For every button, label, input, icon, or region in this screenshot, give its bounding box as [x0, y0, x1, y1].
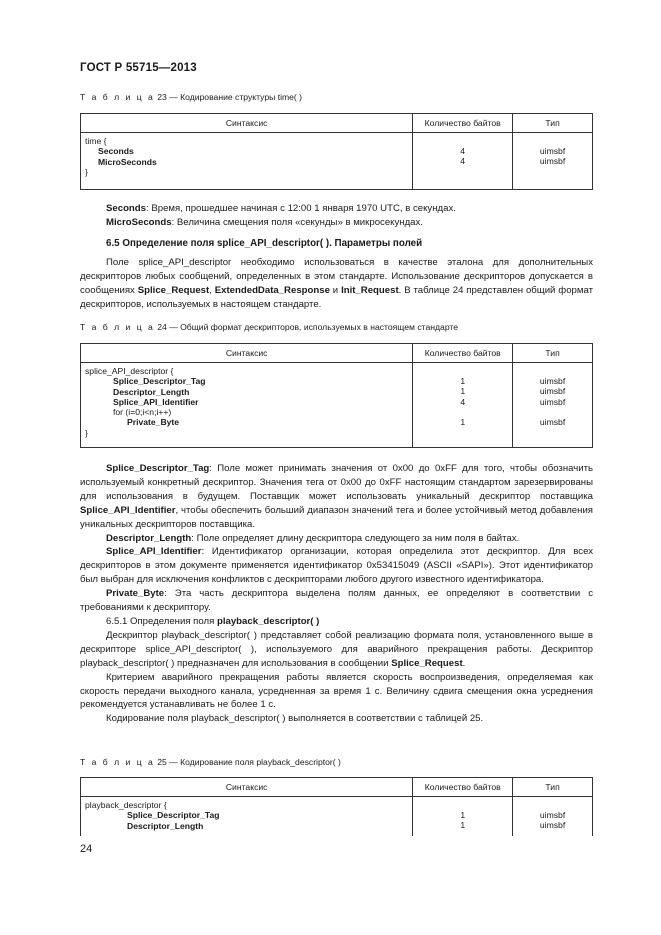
section-6-5-1-paragraph-1 — [80, 629, 593, 671]
table-cell: uimsbf — [539, 820, 566, 831]
table-cell: 4 — [460, 156, 466, 167]
table25 — [80, 777, 593, 836]
paragraph-text: . — [462, 657, 466, 669]
table-cell: 4 — [460, 396, 466, 407]
table25-bytes-cell — [413, 797, 513, 837]
definition-splice-api-identifier — [80, 545, 593, 587]
table-row: Private_Byte — [127, 417, 180, 428]
table23-bytes-cell — [413, 133, 513, 190]
definition-text: , чтобы обеспечить больший диапазон значений тега и более устойчивый метод добавления уникальных дескрипторов поставщика. — [80, 504, 593, 530]
definition-descriptor-length — [80, 532, 593, 546]
definition-seconds — [80, 202, 593, 216]
table-row: } — [85, 427, 88, 438]
term-private-byte: Private_Byte — [106, 588, 165, 600]
section-heading-6-5-1 — [80, 615, 593, 629]
field-definitions — [80, 462, 593, 726]
table23-header-type: Тип — [513, 114, 593, 133]
table25-header-row — [81, 778, 593, 797]
table-row: Splice_Descriptor_Tag — [127, 810, 220, 821]
table23-body-row — [81, 133, 593, 190]
table-cell: uimsbf — [539, 396, 566, 407]
table23-type-cell — [513, 133, 593, 190]
term-descriptor-length: Descriptor_Length — [106, 532, 192, 544]
section-6-5-1-paragraph-2: Критерием аварийного прекращения работы является скорость воспроизведения, определяемая как скорость передачи выходного канала, усредненная за время 1 с. Величину сдвига смещения окна усреднения рекомендуется устанавливать не более 1 с. — [80, 671, 593, 711]
table-row: splice_API_descriptor { — [85, 366, 174, 376]
page-number: 24 — [80, 843, 93, 855]
table23-caption-prefix: Т а б л и ц а — [80, 92, 155, 102]
table24 — [80, 343, 593, 448]
table24-caption-text: 24 — Общий формат дескрипторов, используемых в настоящем стандарте — [157, 322, 459, 332]
table-cell: 1 — [460, 386, 466, 397]
definition-microseconds — [80, 216, 593, 230]
section-heading-6-5: 6.5 Определение поля splice_API_descriptor( ). Параметры полей — [106, 238, 423, 249]
table25-caption — [80, 757, 341, 767]
table-row: Splice_API_Identifier — [113, 396, 199, 407]
term-splice-request: Splice_Request — [137, 284, 210, 296]
definition-text: : Поле определяет длину дескриптора следующего за ним поля в байтах. — [191, 532, 520, 544]
table25-header-type: Тип — [513, 778, 593, 797]
term-splice-api-identifier: Splice_API_Identifier — [80, 504, 176, 516]
table25-caption-text: 25 — Кодирование поля playback_descriptor( ) — [157, 757, 341, 767]
document-header: ГОСТ Р 55715—2013 — [80, 62, 197, 74]
table23-caption-text: 23 — Кодирование структуры time( ) — [157, 92, 303, 102]
table23-header-bytes: Количество байтов — [413, 114, 513, 133]
seconds-definitions — [80, 202, 593, 230]
table25-caption-prefix: Т а б л и ц а — [80, 757, 155, 767]
table24-caption-prefix: Т а б л и ц а — [80, 322, 155, 332]
table-cell: uimsbf — [539, 146, 566, 156]
table-cell: 4 — [460, 146, 466, 156]
term-microseconds: MicroSeconds — [106, 216, 172, 228]
table-cell: 1 — [460, 810, 466, 820]
table-cell: uimsbf — [539, 386, 566, 397]
table24-body-row — [81, 363, 593, 448]
term-splice-request: Splice_Request — [391, 657, 463, 669]
table-row: Seconds — [98, 146, 134, 157]
table-cell: 1 — [460, 376, 466, 386]
table-row: } — [85, 166, 88, 177]
heading-text: 6.5.1 Определения поля — [106, 615, 217, 627]
table-cell: 1 — [460, 417, 466, 428]
definition-text: : Величина смещения поля «секунды» в микросекундах. — [171, 216, 423, 228]
term-extendeddata-response: ExtendedData_Response — [214, 284, 330, 296]
table-cell: uimsbf — [539, 810, 566, 820]
definition-text: : Поле может принимать значения от 0x00 до 0xFF для того, чтобы обозначить используемый конкретный дескриптор. Значения тега от 0x00 до 0xFF настоящим стандартом зарезервированы для использования в будущем. Поставщик может использовать уникальный дескриптор поставщика — [80, 463, 593, 502]
paragraph-text: . В таблице 24 представлен общий формат дескрипторов, используемых в настоящем стандарте. — [80, 284, 593, 310]
table24-syntax-cell — [81, 363, 413, 448]
definition-splice-descriptor-tag — [80, 462, 593, 532]
table-row: for (i=0;i<n;i++) — [113, 407, 172, 418]
table25-header-syntax: Синтаксис — [81, 778, 413, 797]
table-cell: uimsbf — [539, 417, 566, 428]
table-row: Descriptor_Length — [127, 820, 204, 831]
definition-text: : Время, прошедшее начиная с 12:00 1 января 1970 UTC, в секундах. — [146, 203, 456, 214]
table23-syntax-cell — [81, 133, 413, 190]
paragraph-text: , — [209, 284, 215, 296]
table-row: playback_descriptor { — [85, 800, 167, 810]
table24-header-bytes: Количество байтов — [413, 344, 513, 363]
table24-bytes-cell — [413, 363, 513, 448]
table23-caption — [80, 92, 302, 102]
table25-body-row — [81, 797, 593, 837]
definition-text: : Эта часть дескриптора выделена полям данных, ее определяют в соответствии с требованиями к дескриптору. — [80, 588, 593, 614]
table23-header-row — [81, 114, 593, 133]
table-cell: 1 — [460, 820, 466, 831]
heading-term: playback_descriptor( ) — [216, 615, 320, 627]
table24-header-row — [81, 344, 593, 363]
table-row: Splice_Descriptor_Tag — [113, 376, 206, 387]
paragraph-text: Поле splice_API_descriptor необходимо использоваться в качестве эталона для дополнительных дескрипторов любых сообщений, определенных в этом стандарте. Использование дескрипторов допускается в сообщениях — [80, 257, 593, 296]
paragraph-text: и — [329, 284, 342, 296]
table-row: Descriptor_Length — [113, 386, 190, 397]
term-init-request: Init_Request — [341, 284, 399, 296]
table25-type-cell — [513, 797, 593, 837]
table-cell: uimsbf — [539, 376, 566, 386]
table-row: time { — [85, 136, 107, 146]
table24-header-syntax: Синтаксис — [81, 344, 413, 363]
table24-type-cell — [513, 363, 593, 448]
term-seconds: Seconds — [106, 203, 146, 214]
term-splice-descriptor-tag: Splice_Descriptor_Tag — [106, 463, 210, 474]
table23 — [80, 113, 593, 190]
table-row: MicroSeconds — [98, 156, 157, 167]
definition-text: : Идентификатор организации, которая определила этот дескриптор. Для всех дескрипторов в этом документе применяется идентификатор 0x53415049 (ASCII «SAPI»). Этот идентификатор был выбран для исключения конфликтов с дескрипторами любого другого известного идентификатора. — [80, 546, 593, 586]
table23-header-syntax: Синтаксис — [81, 114, 413, 133]
table25-header-bytes: Количество байтов — [413, 778, 513, 797]
table24-header-type: Тип — [513, 344, 593, 363]
section-6-5-1-paragraph-3: Кодирование поля playback_descriptor( ) выполняется в соответствии с таблицей 25. — [106, 713, 484, 725]
paragraph-text: Дескриптор playback_descriptor( ) представляет собой реализацию формата поля, установленного выше в дескрипторе splice_API_descriptor( ), используемого для аварийного прекращения работы. Дескриптор playback_descriptor( ) предназначен для использования в сообщении — [80, 629, 593, 669]
term-splice-api-identifier: Splice_API_Identifier — [106, 546, 202, 558]
definition-private-byte — [80, 587, 593, 615]
table24-caption — [80, 322, 458, 332]
table-cell: uimsbf — [539, 156, 566, 167]
section-6-5-paragraph — [80, 256, 593, 312]
table25-syntax-cell — [81, 797, 413, 837]
